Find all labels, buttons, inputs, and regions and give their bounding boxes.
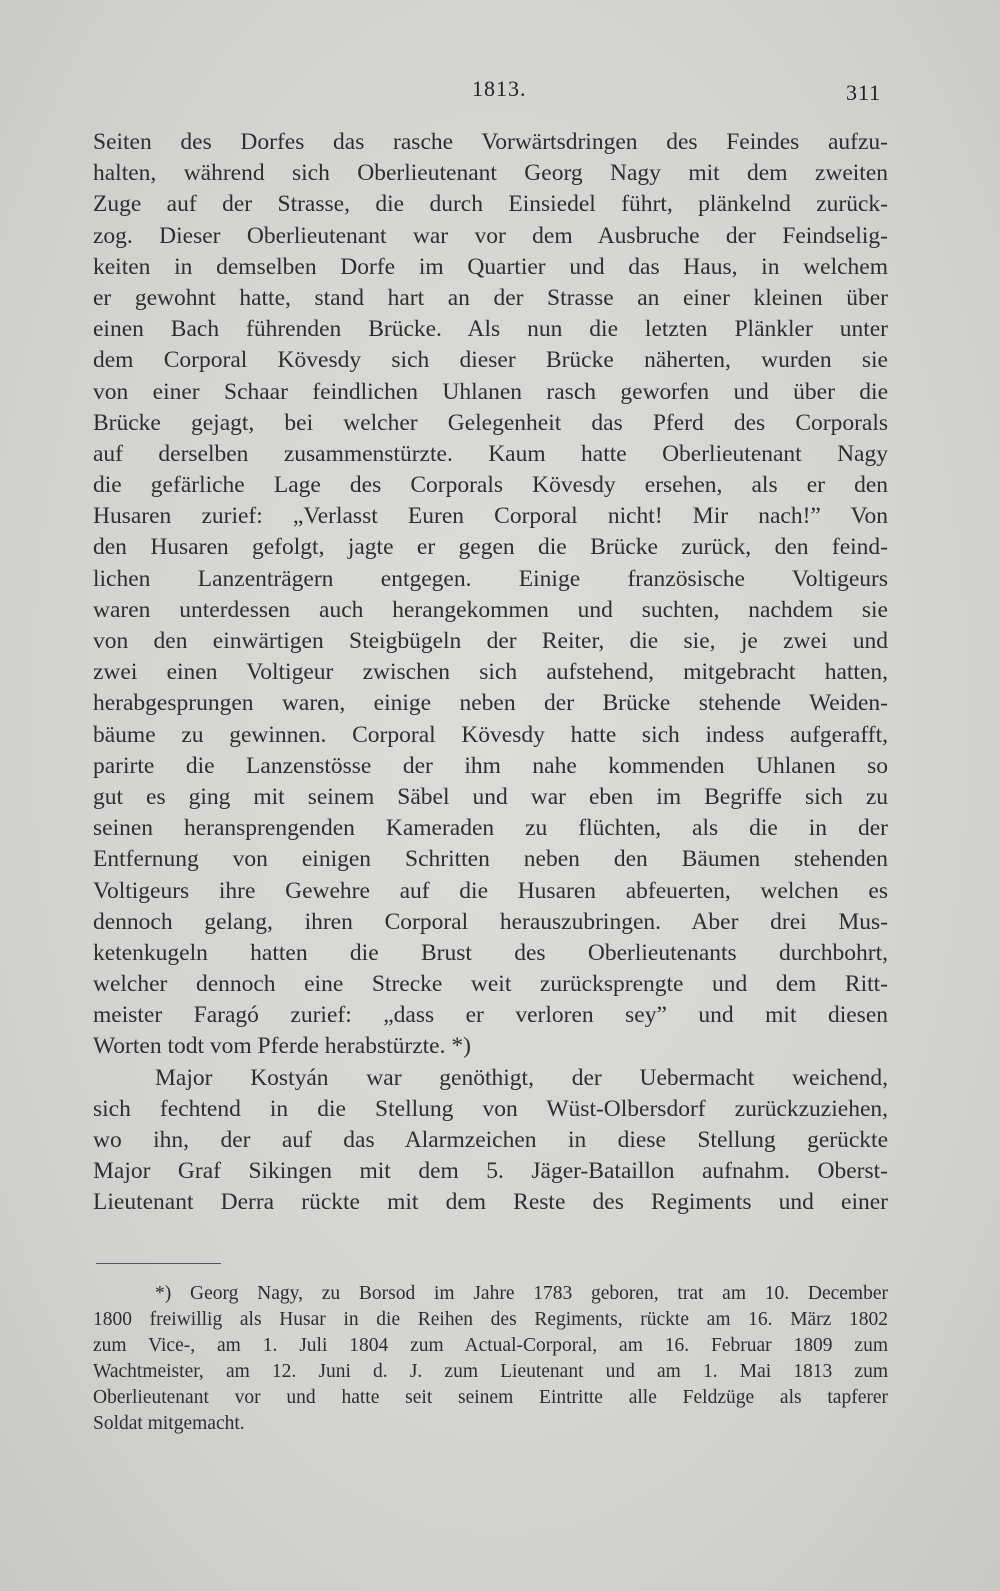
paragraph-start-line: Major Kostyán war genöthigt, der Uebermacht weichend, <box>155 1064 888 1091</box>
text-line: zwei einen Voltigeur zwischen sich aufstehend, mitgebracht hatten, <box>93 659 888 686</box>
main-text <box>93 127 888 1219</box>
text-line: Zuge auf der Strasse, die durch Einsiedel führt, plänkelnd zurück- <box>93 191 888 218</box>
text-line: die gefärliche Lage des Corporals Kövesdy ersehen, als er den <box>93 472 888 499</box>
footnote <box>93 1281 888 1437</box>
text-line: Brücke gejagt, bei welcher Gelegenheit das Pferd des Corporals <box>93 409 888 436</box>
text-line: meister Faragó zurief: „dass er verloren sey” und mit diesen <box>93 1002 888 1029</box>
text-line: einen Bach führenden Brücke. Als nun die letzten Plänkler unter <box>93 316 888 343</box>
paragraph-end-line: Worten todt vom Pferde herabstürzte. *) <box>93 1033 471 1060</box>
text-line: auf derselben zusammenstürzte. Kaum hatte Oberlieutenant Nagy <box>93 440 888 467</box>
text-line: welcher dennoch eine Strecke weit zurücksprengte und dem Ritt- <box>93 971 888 998</box>
text-line: lichen Lanzenträgern entgegen. Einige französische Voltigeurs <box>93 565 888 592</box>
text-line: dem Corporal Kövesdy sich dieser Brücke näherten, wurden sie <box>93 347 888 374</box>
running-head-year: 1813. <box>472 76 527 101</box>
text-line: bäume zu gewinnen. Corporal Kövesdy hatte sich indess aufgerafft, <box>93 721 888 748</box>
footnote-line: Wachtmeister, am 12. Juni d. J. zum Lieutenant und am 1. Mai 1813 zum <box>93 1361 888 1382</box>
text-line: Entfernung von einigen Schritten neben den Bäumen stehenden <box>93 846 888 873</box>
text-line: parirte die Lanzenstösse der ihm nahe kommenden Uhlanen so <box>93 752 888 779</box>
footnote-line: zum Vice-, am 1. Juli 1804 zum Actual-Corporal, am 16. Februar 1809 zum <box>93 1335 888 1356</box>
text-line: dennoch gelang, ihren Corporal herauszubringen. Aber drei Mus- <box>93 908 888 935</box>
footnote-line: 1800 freiwillig als Husar in die Reihen des Regiments, rückte am 16. März 1802 <box>93 1309 888 1330</box>
footnote-line: Soldat mitgemacht. <box>93 1413 245 1434</box>
text-line: er gewohnt hatte, stand hart an der Strasse an einer kleinen über <box>93 284 888 311</box>
text-line: halten, während sich Oberlieutenant Georg Nagy mit dem zweiten <box>93 160 888 187</box>
footnote-line: *) Georg Nagy, zu Borsod im Jahre 1783 geboren, trat am 10. December <box>155 1283 888 1304</box>
text-line: waren unterdessen auch herangekommen und suchten, nachdem sie <box>93 596 888 623</box>
text-line: Husaren zurief: „Verlasst Euren Corporal nicht! Mir nach!” Von <box>93 503 888 530</box>
text-line: seinen heransprengenden Kameraden zu flüchten, als die in der <box>93 815 888 842</box>
text-line: wo ihn, der auf das Alarmzeichen in diese Stellung gerückte <box>93 1127 888 1153</box>
text-line: sich fechtend in die Stellung von Wüst-Olbersdorf zurückzuziehen, <box>93 1095 888 1122</box>
footnote-divider <box>96 1263 221 1264</box>
text-line: ketenkugeln hatten die Brust des Oberlieutenants durchbohrt, <box>93 939 888 966</box>
text-line: gut es ging mit seinem Säbel und war eben im Begriffe sich zu <box>93 783 888 810</box>
text-line: zog. Dieser Oberlieutenant war vor dem Ausbruche der Feindselig- <box>93 222 888 249</box>
text-line: Voltigeurs ihre Gewehre auf die Husaren abfeuerten, welchen es <box>93 877 888 904</box>
text-line: herabgesprungen waren, einige neben der Brücke stehende Weiden- <box>93 690 888 717</box>
text-line: von den einwärtigen Steigbügeln der Reiter, die sie, je zwei und <box>93 628 888 654</box>
running-header <box>0 76 1000 110</box>
text-line: den Husaren gefolgt, jagte er gegen die Brücke zurück, den feind- <box>93 534 888 561</box>
text-line: Lieutenant Derra rückte mit dem Reste des Regiments und einer <box>93 1189 888 1216</box>
footnote-line: Oberlieutenant vor und hatte seit seinem Eintritte alle Feldzüge als tapferer <box>93 1387 888 1408</box>
text-line: von einer Schaar feindlichen Uhlanen rasch geworfen und über die <box>93 378 888 405</box>
text-line: keiten in demselben Dorfe im Quartier und das Haus, in welchem <box>93 253 888 280</box>
page-number: 311 <box>846 80 882 105</box>
text-line: Major Graf Sikingen mit dem 5. Jäger-Bataillon aufnahm. Oberst- <box>93 1158 888 1185</box>
text-line: Seiten des Dorfes das rasche Vorwärtsdringen des Feindes aufzu- <box>93 129 888 155</box>
